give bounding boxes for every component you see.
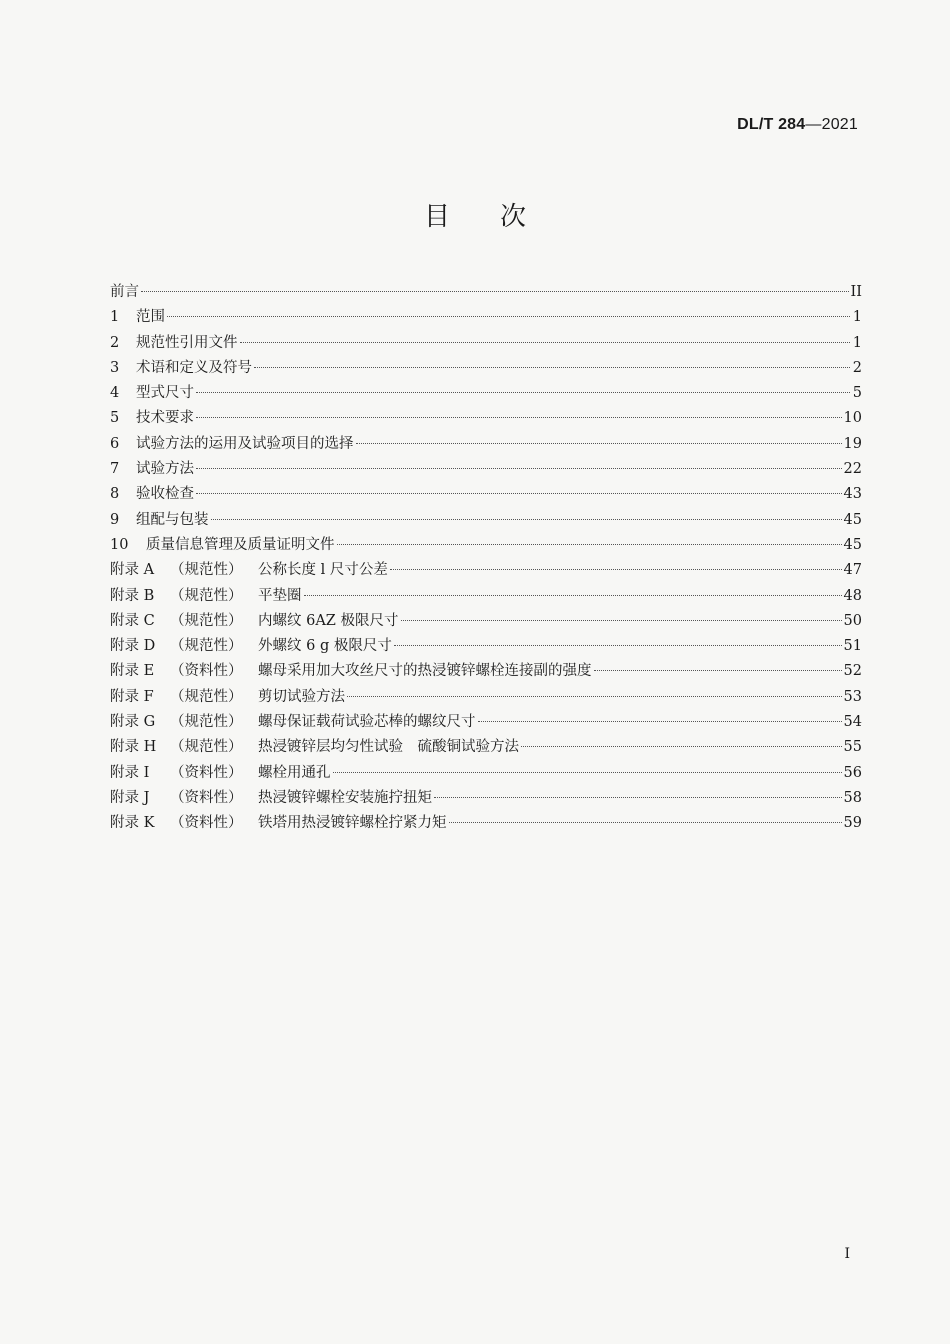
toc-appendix-a[interactable]: [110, 558, 862, 583]
toc-entry-page: 5: [852, 385, 862, 402]
toc-entry-number: 5: [110, 410, 120, 427]
dot-leader: [337, 544, 842, 545]
dot-leader: [390, 569, 842, 570]
toc-entry-label: 试验方法: [136, 461, 194, 478]
toc-entry-2[interactable]: [110, 331, 862, 356]
appendix-page: 59: [843, 815, 862, 832]
appendix-page: 53: [843, 688, 862, 705]
appendix-prefix: 附录 B: [110, 587, 155, 604]
dot-leader: [347, 696, 842, 697]
toc-entry-page: 22: [843, 461, 862, 478]
appendix-prefix: 附录 D: [110, 638, 156, 655]
appendix-label: 剪切试验方法: [258, 688, 345, 705]
toc-appendix-f[interactable]: [110, 685, 862, 710]
toc-entry-9[interactable]: [110, 508, 862, 533]
appendix-page: 52: [843, 663, 862, 680]
toc-entry-label: 试验方法的运用及试验项目的选择: [136, 435, 354, 452]
appendix-kind: （资料性）: [170, 815, 243, 832]
toc-entry-5[interactable]: [110, 406, 862, 431]
toc-entry-label: 术语和定义及符号: [136, 359, 252, 376]
appendix-kind: （规范性）: [170, 612, 243, 629]
dot-leader: [304, 595, 842, 596]
toc-entry-label: 组配与包装: [136, 511, 209, 528]
toc-entry-number: 2: [110, 334, 120, 351]
toc-appendix-i[interactable]: [110, 761, 862, 786]
appendix-kind: （规范性）: [170, 587, 243, 604]
appendix-kind: （资料性）: [170, 663, 243, 680]
document-code-number: DL/T 284: [737, 116, 806, 133]
dot-leader: [167, 316, 850, 317]
appendix-prefix: 附录 H: [110, 739, 157, 756]
toc-entry-number: 1: [110, 309, 120, 326]
toc-title: 目次: [423, 202, 576, 232]
toc-appendix-d[interactable]: [110, 634, 862, 659]
toc-entry-page: 1: [852, 334, 862, 351]
dot-leader: [333, 772, 842, 773]
appendix-kind: （资料性）: [170, 764, 243, 781]
page-number: I: [844, 1246, 850, 1262]
appendix-kind: （规范性）: [170, 688, 243, 705]
appendix-page: 55: [843, 739, 862, 756]
appendix-prefix: 附录 F: [110, 688, 154, 705]
appendix-kind: （规范性）: [170, 714, 243, 731]
dot-leader: [196, 392, 850, 393]
toc-entry-8[interactable]: [110, 482, 862, 507]
appendix-label: 热浸镀锌螺栓安装施拧扭矩: [258, 789, 432, 806]
appendix-label: 内螺纹 6AZ 极限尺寸: [258, 612, 399, 629]
dot-leader: [478, 721, 842, 722]
toc-entry-label: 质量信息管理及质量证明文件: [146, 536, 335, 553]
toc-entry-number: 9: [110, 511, 120, 528]
appendix-prefix: 附录 A: [110, 562, 155, 579]
toc-entry-page: 2: [852, 359, 862, 376]
appendix-kind: （规范性）: [170, 739, 243, 756]
toc-entry-label: 规范性引用文件: [136, 334, 238, 351]
document-code-dash: —: [805, 116, 822, 133]
toc-appendix-g[interactable]: [110, 710, 862, 735]
toc-entry-number: 4: [110, 385, 120, 402]
appendix-label: 公称长度 l 尺寸公差: [258, 562, 388, 579]
appendix-label: 螺母保证载荷试验芯棒的螺纹尺寸: [258, 714, 476, 731]
dot-leader: [240, 342, 851, 343]
dot-leader: [196, 417, 842, 418]
toc-entry-number: 6: [110, 435, 120, 452]
appendix-prefix: 附录 E: [110, 663, 155, 680]
toc-entry-page: 19: [843, 435, 862, 452]
toc-appendix-b[interactable]: [110, 584, 862, 609]
dot-leader: [356, 443, 842, 444]
toc-entry-3[interactable]: [110, 356, 862, 381]
appendix-label: 平垫圈: [258, 587, 302, 604]
appendix-page: 48: [843, 587, 862, 604]
toc-entry-number: 10: [110, 536, 129, 553]
document-code-year: 2021: [821, 116, 858, 133]
toc-entry-page: 1: [852, 309, 862, 326]
appendix-page: 51: [843, 638, 862, 655]
toc-entry-number: 7: [110, 461, 120, 478]
dot-leader: [394, 645, 842, 646]
toc-entry-page: II: [850, 284, 862, 300]
toc-entry-page: 45: [843, 536, 862, 553]
dot-leader: [449, 822, 842, 823]
toc-appendix-c[interactable]: [110, 609, 862, 634]
toc-entry-page: 10: [843, 410, 862, 427]
dot-leader: [196, 493, 842, 494]
dot-leader: [196, 468, 842, 469]
document-code: [737, 116, 858, 134]
toc-appendix-j[interactable]: [110, 786, 862, 811]
toc-appendix-k[interactable]: [110, 811, 862, 836]
appendix-page: 47: [843, 562, 862, 579]
appendix-label: 热浸镀锌层均匀性试验 硫酸铜试验方法: [258, 739, 519, 756]
toc-entry-label: 范围: [136, 309, 165, 326]
appendix-kind: （规范性）: [170, 562, 243, 579]
dot-leader: [211, 519, 842, 520]
appendix-label: 外螺纹 6 g 极限尺寸: [258, 638, 392, 655]
appendix-prefix: 附录 J: [110, 789, 150, 806]
dot-leader: [401, 620, 842, 621]
appendix-label: 铁塔用热浸镀锌螺栓拧紧力矩: [258, 815, 447, 832]
appendix-page: 50: [843, 612, 862, 629]
toc-entry-number: 8: [110, 486, 120, 503]
toc-entry-label: 技术要求: [136, 410, 194, 427]
toc-appendix-e[interactable]: [110, 659, 862, 684]
appendix-prefix: 附录 G: [110, 714, 156, 731]
dot-leader: [141, 291, 849, 292]
appendix-prefix: 附录 C: [110, 612, 155, 629]
toc-entry-4[interactable]: [110, 381, 862, 406]
toc-entry-page: 45: [843, 511, 862, 528]
toc-entry-label: 型式尺寸: [136, 385, 194, 402]
appendix-page: 56: [843, 764, 862, 781]
toc-entry-6[interactable]: [110, 432, 862, 457]
toc-entry-page: 43: [843, 486, 862, 503]
dot-leader: [594, 670, 842, 671]
dot-leader: [521, 746, 842, 747]
toc-entry-preface[interactable]: [110, 280, 862, 305]
appendix-prefix: 附录 K: [110, 815, 155, 832]
table-of-contents: [110, 280, 862, 837]
toc-entry-10[interactable]: [110, 533, 862, 558]
dot-leader: [434, 797, 842, 798]
appendix-kind: （资料性）: [170, 789, 243, 806]
toc-appendix-h[interactable]: [110, 735, 862, 760]
appendix-prefix: 附录 I: [110, 764, 150, 781]
appendix-page: 58: [843, 789, 862, 806]
toc-entry-label: 验收检查: [136, 486, 194, 503]
toc-entry-number: 3: [110, 359, 120, 376]
toc-entry-1[interactable]: [110, 305, 862, 330]
appendix-page: 54: [843, 714, 862, 731]
dot-leader: [254, 367, 850, 368]
appendix-label: 螺母采用加大攻丝尺寸的热浸镀锌螺栓连接副的强度: [258, 663, 592, 680]
appendix-label: 螺栓用通孔: [258, 764, 331, 781]
toc-entry-7[interactable]: [110, 457, 862, 482]
appendix-kind: （规范性）: [170, 638, 243, 655]
toc-entry-label: 前言: [110, 284, 139, 300]
